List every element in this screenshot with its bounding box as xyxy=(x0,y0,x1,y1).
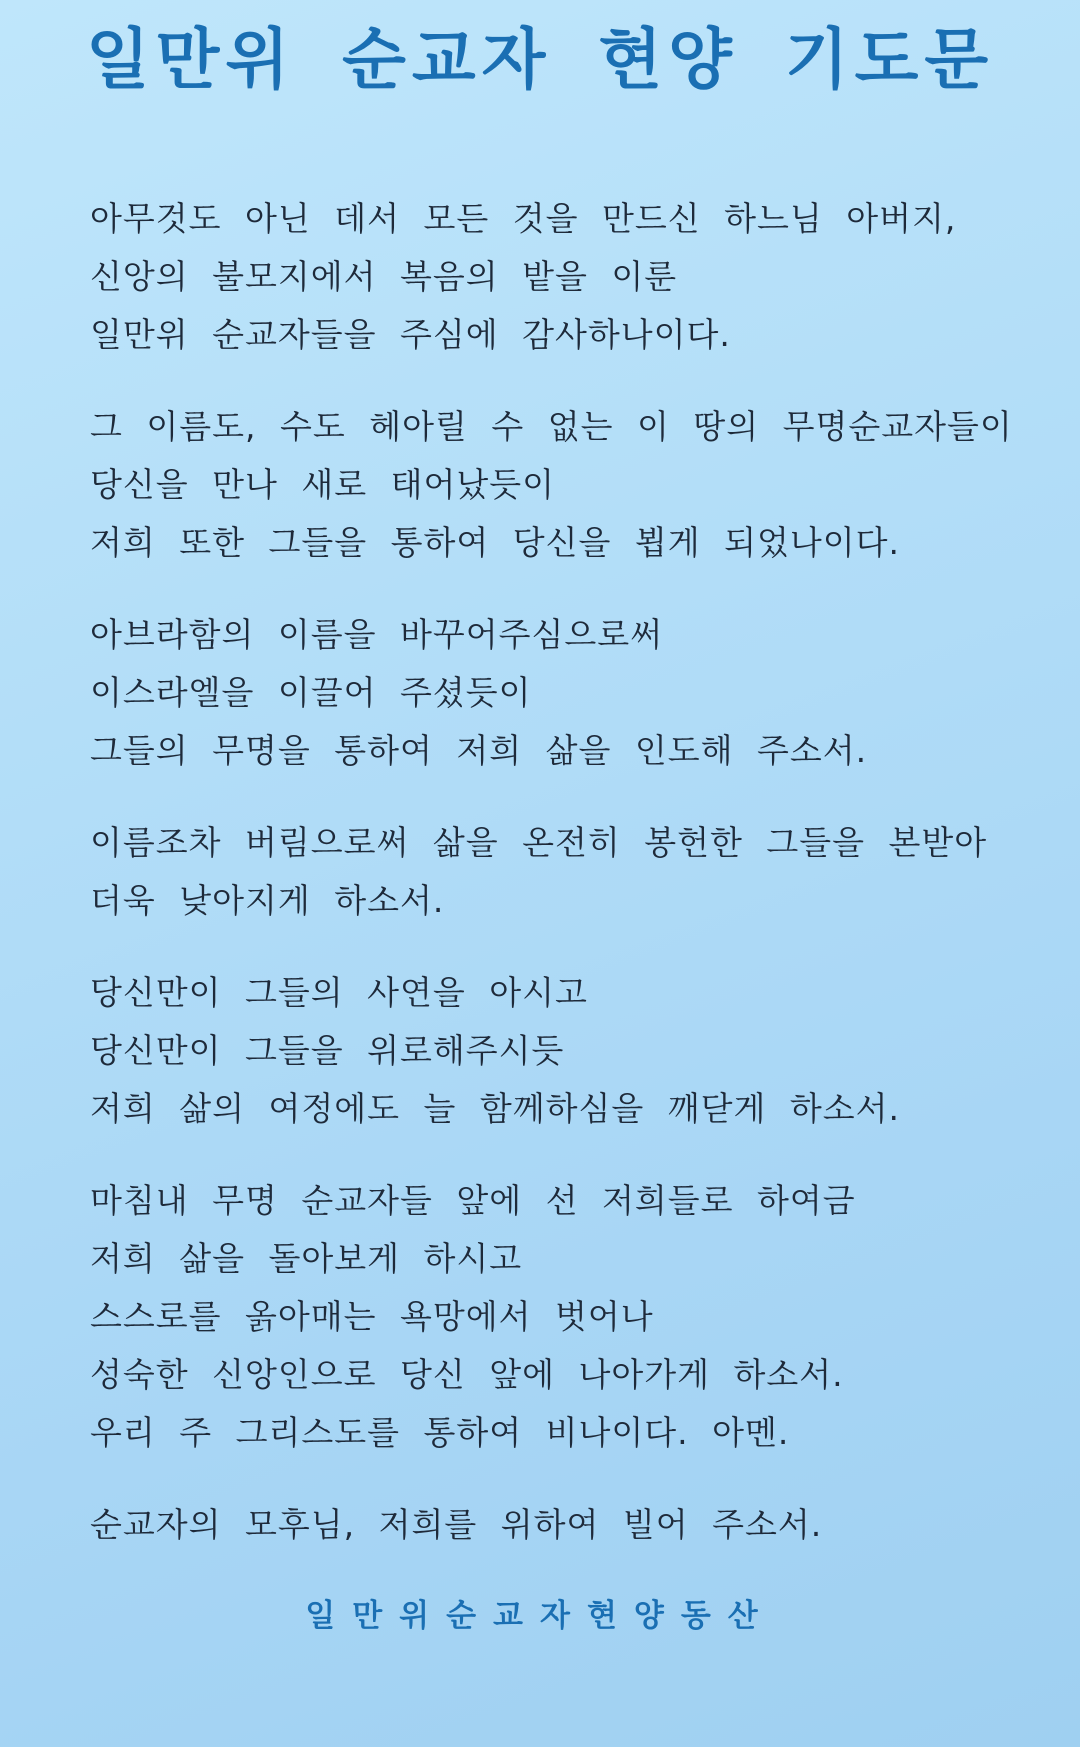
stanza-line: 스스로를 옭아매는 욕망에서 벗어나 xyxy=(90,1297,654,1336)
stanza-line: 이름조차 버림으로써 삶을 온전히 봉헌한 그들을 본받아 xyxy=(90,823,988,862)
stanza-line: 저희 삶을 돌아보게 하시고 xyxy=(90,1239,523,1278)
footer-signature: 일만위순교자현양동산 xyxy=(305,1598,775,1634)
stanza-line: 더욱 낮아지게 하소서. xyxy=(90,881,445,920)
prayer-body xyxy=(90,190,1020,1588)
stanza-1 xyxy=(90,190,1020,364)
stanza-line: 당신만이 그들을 위로해주시듯 xyxy=(90,1031,565,1070)
stanza-line: 당신을 만나 새로 태어났듯이 xyxy=(90,465,556,504)
stanza-line: 아무것도 아닌 데서 모든 것을 만드신 하느님 아버지, xyxy=(90,199,957,238)
page-title: 일만위 순교자 현양 기도문 xyxy=(85,21,995,98)
stanza-4 xyxy=(90,814,1020,930)
stanza-line: 일만위 순교자들을 주심에 감사하나이다. xyxy=(90,315,731,354)
stanza-2 xyxy=(90,398,1020,572)
stanza-line: 저희 삶의 여정에도 늘 함께하심을 깨닫게 하소서. xyxy=(90,1089,900,1128)
stanza-5 xyxy=(90,964,1020,1138)
stanza-6 xyxy=(90,1172,1020,1462)
stanza-line: 마침내 무명 순교자들 앞에 선 저희들로 하여금 xyxy=(90,1181,856,1220)
stanza-line: 아브라함의 이름을 바꾸어주심으로써 xyxy=(90,615,664,654)
stanza-line: 우리 주 그리스도를 통하여 비나이다. 아멘. xyxy=(90,1413,790,1452)
stanza-line: 신앙의 불모지에서 복음의 밭을 이룬 xyxy=(90,257,678,296)
stanza-line: 그 이름도, 수도 헤아릴 수 없는 이 땅의 무명순교자들이 xyxy=(90,407,1013,446)
closing-stanza xyxy=(90,1496,1020,1554)
stanza-line: 그들의 무명을 통하여 저희 삶을 인도해 주소서. xyxy=(90,731,868,770)
stanza-line: 당신만이 그들의 사연을 아시고 xyxy=(90,973,588,1012)
stanza-3 xyxy=(90,606,1020,780)
stanza-line: 저희 또한 그들을 통하여 당신을 뵙게 되었나이다. xyxy=(90,523,900,562)
stanza-line: 성숙한 신앙인으로 당신 앞에 나아가게 하소서. xyxy=(90,1355,844,1394)
stanza-line: 이스라엘을 이끌어 주셨듯이 xyxy=(90,673,532,712)
closing-line: 순교자의 모후님, 저희를 위하여 빌어 주소서. xyxy=(90,1505,823,1544)
